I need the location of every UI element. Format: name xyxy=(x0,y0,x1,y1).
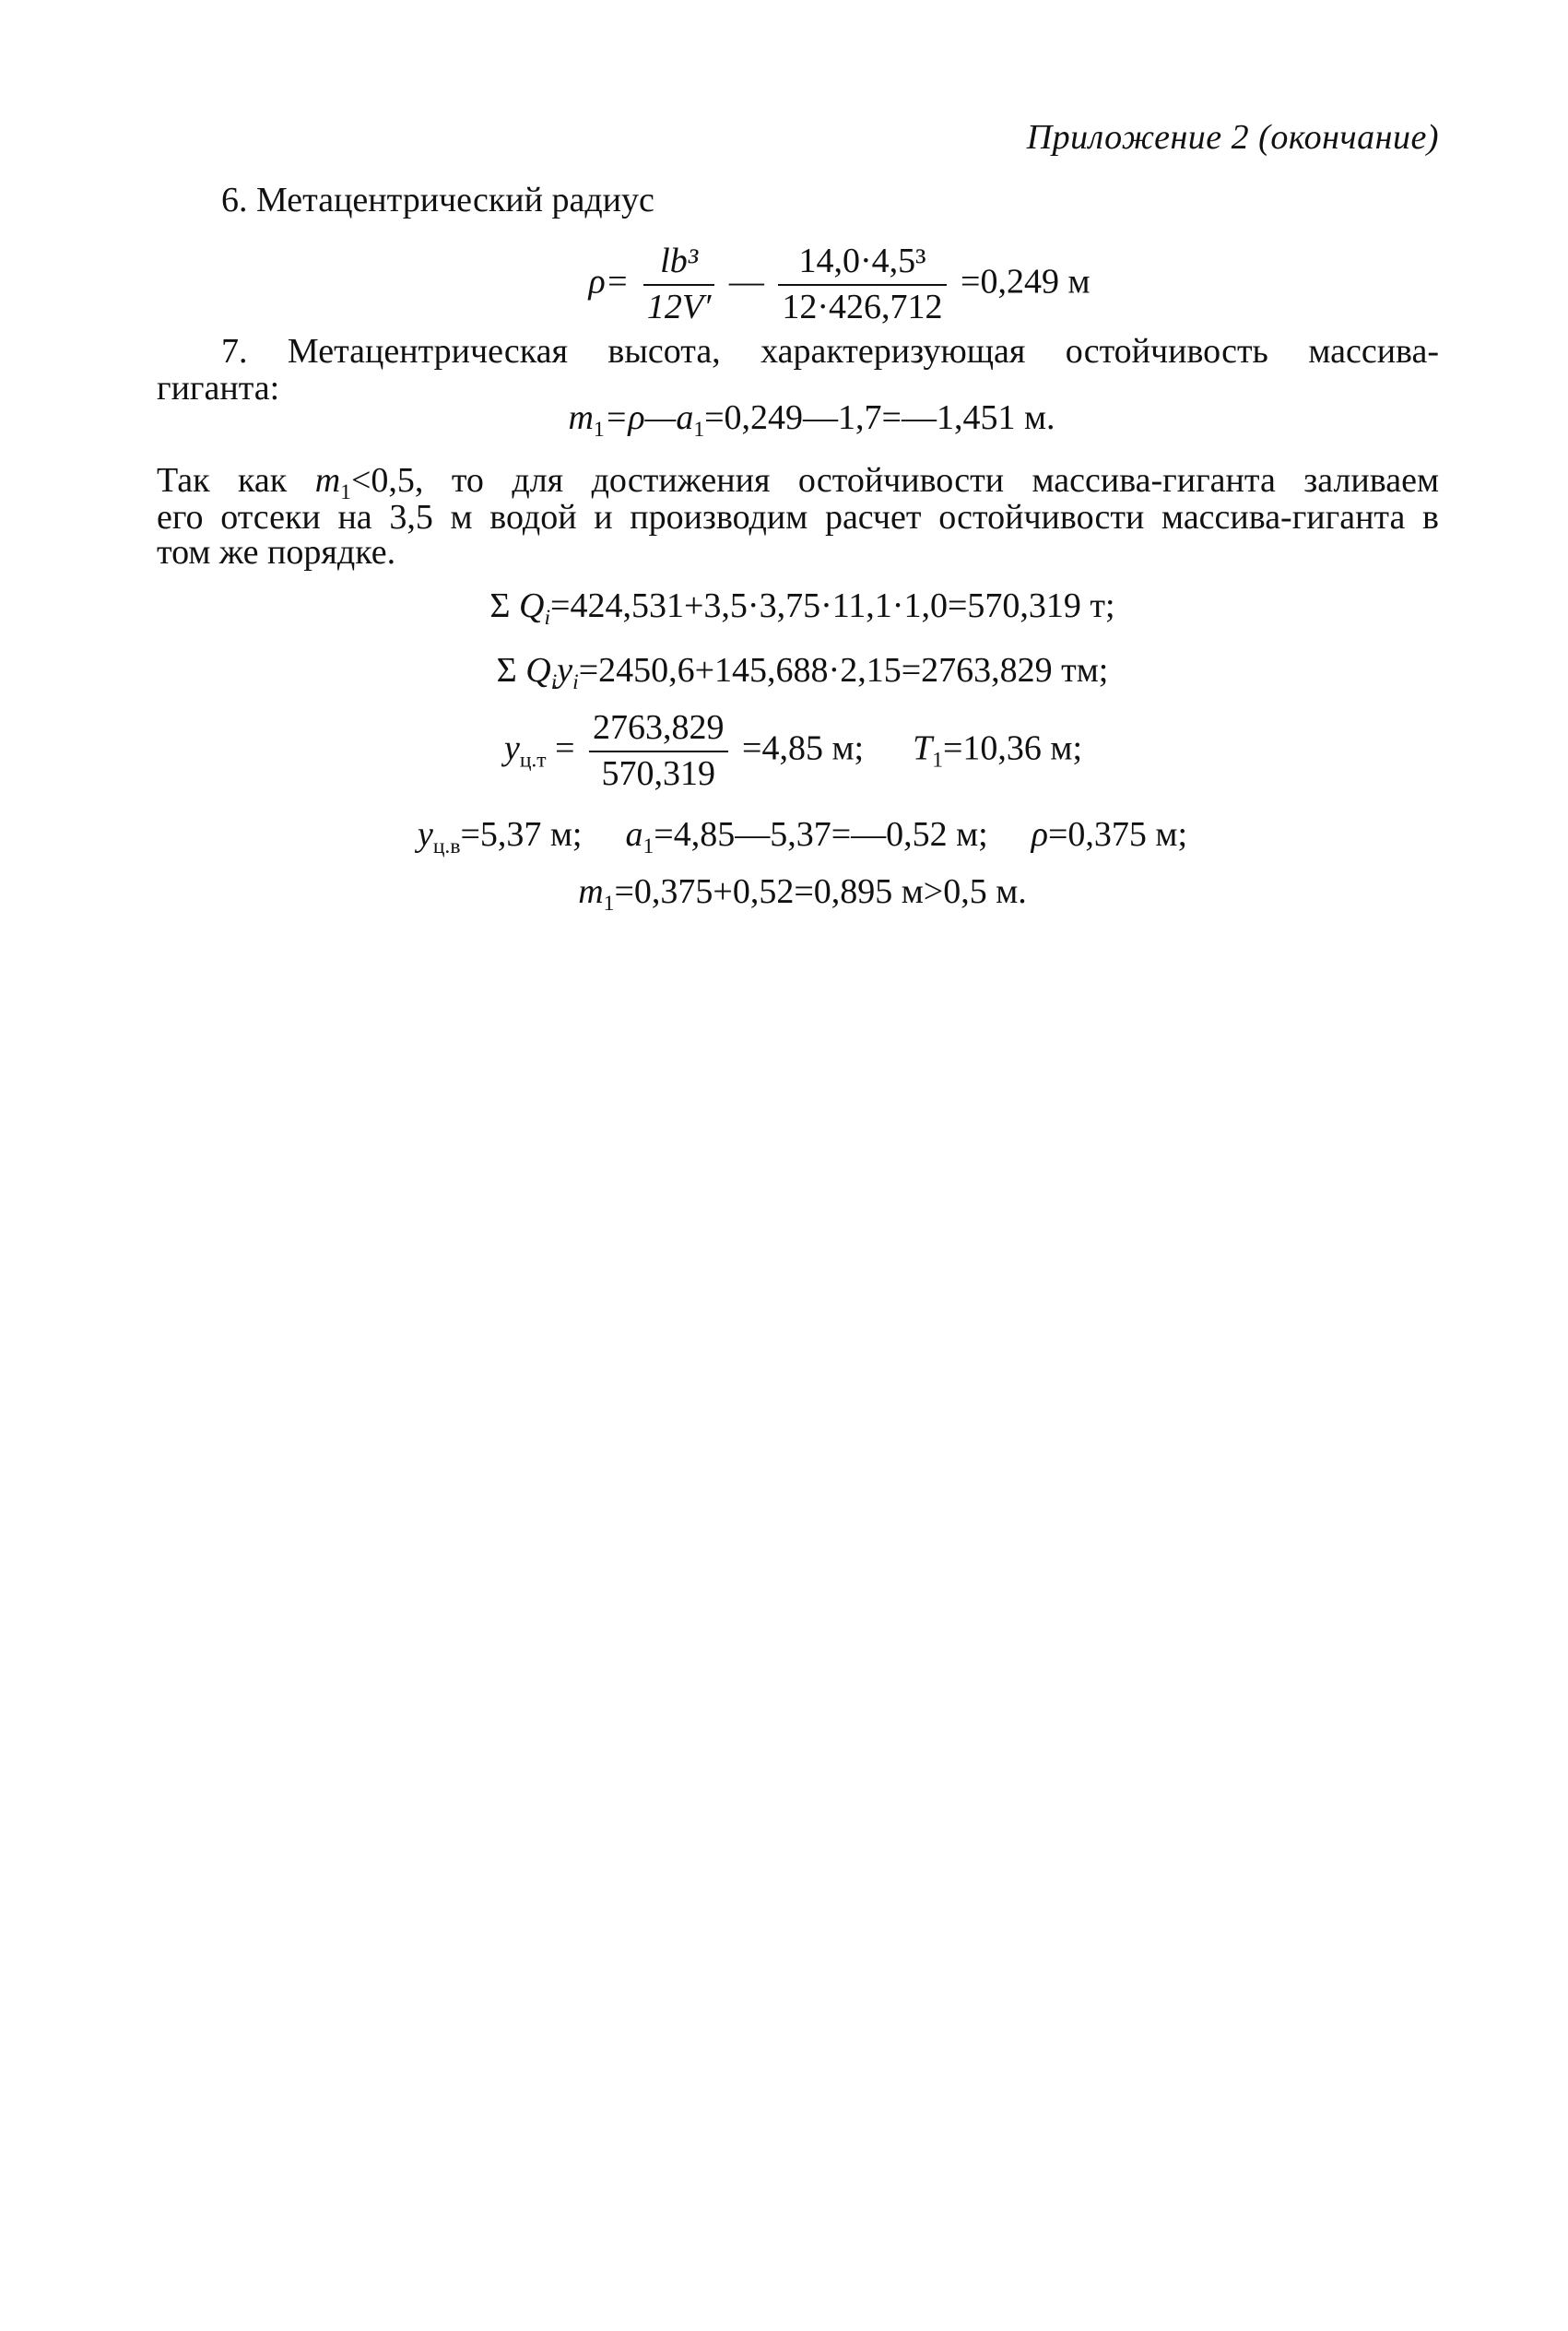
fraction-symbolic xyxy=(643,242,715,327)
paragraph-line-1 xyxy=(157,461,1439,505)
equation-sum-qy xyxy=(0,651,1568,695)
title-word: массива- xyxy=(1308,332,1439,371)
paragraph-line-2: его отсеки на 3,5 м водой и производим расчет остойчивости массива-гиганта в xyxy=(157,498,1439,537)
equation-buoyancy-center xyxy=(0,815,1568,859)
fraction-numerator: 14,0·4,5³ xyxy=(778,242,946,286)
eq-var: T xyxy=(913,728,933,768)
fraction-cog xyxy=(589,708,728,794)
eq-result: =4,85—5,37=—0,52 м; xyxy=(654,815,988,854)
eq-var: Q xyxy=(519,586,545,625)
eq-sub: i xyxy=(544,606,551,631)
formula-sub: 1 xyxy=(593,418,605,443)
formula-sub: 1 xyxy=(693,418,705,443)
eq-sub: ц.т xyxy=(519,748,547,773)
eq-var: a xyxy=(625,815,643,854)
eq-rest: =424,531+3,5·3,75·11,1·1,0=570,319 т; xyxy=(550,586,1115,625)
eq-sub: i xyxy=(550,670,558,695)
title-word: высота, xyxy=(607,332,721,371)
eq-var: y xyxy=(557,651,573,690)
title-word: характеризующая xyxy=(760,332,1026,371)
eq-result: =5,37 м; xyxy=(460,815,583,854)
section-7-title xyxy=(221,332,1439,373)
section-7-title-continued: гиганта: xyxy=(157,369,280,408)
sigma-symbol: Σ xyxy=(489,586,511,625)
title-word: 7. Метацентрическая xyxy=(221,332,568,371)
paragraph-var: m xyxy=(314,461,341,500)
eq-rest: =2450,6+145,688·2,15=2763,829 тм; xyxy=(578,651,1109,690)
eq-sign: = xyxy=(555,728,575,768)
eq-result: =0,375 м; xyxy=(1047,815,1188,854)
formula-lhs: ρ= xyxy=(588,262,630,302)
eq-result: =4,85 м; xyxy=(742,728,865,768)
equation-center-of-gravity xyxy=(0,708,1568,794)
formula-metacentric-radius xyxy=(0,242,1568,327)
eq-sub: 1 xyxy=(643,834,654,859)
eq-var: y xyxy=(503,728,520,768)
equation-final-height xyxy=(0,872,1568,917)
paragraph-text: Так как xyxy=(157,461,315,500)
eq-sub: 1 xyxy=(932,748,943,773)
formula-dash: — xyxy=(728,262,764,302)
fraction-denominator: 12·426,712 xyxy=(782,287,943,326)
paragraph-line-3: том же порядке. xyxy=(157,533,396,572)
eq-var: m xyxy=(578,872,604,911)
eq-result: =10,36 м; xyxy=(943,728,1083,768)
title-word: остойчивость xyxy=(1065,332,1268,371)
fraction-denominator: 12V′ xyxy=(646,287,712,326)
formula-result: =0,249 м xyxy=(961,262,1091,302)
eq-sub: 1 xyxy=(603,892,615,917)
fraction-numerator: 2763,829 xyxy=(589,708,728,752)
eq-sub: i xyxy=(572,670,579,695)
formula-var: m xyxy=(568,398,594,437)
fraction-denominator: 570,319 xyxy=(601,753,716,793)
appendix-heading: Приложение 2 (окончание) xyxy=(1026,118,1439,157)
formula-metacentric-height xyxy=(0,398,1568,443)
eq-sub: ц.в xyxy=(432,834,461,859)
equation-sum-q xyxy=(0,586,1568,631)
eq-var: ρ xyxy=(1031,815,1048,854)
fraction-numerator: lb³ xyxy=(643,242,715,286)
formula-part: =ρ—a xyxy=(604,398,694,437)
paragraph-text: <0,5, то для достижения остойчивости массива-гиганта заливаем xyxy=(350,461,1439,500)
sigma-symbol: Σ xyxy=(496,651,517,690)
paragraph-sub: 1 xyxy=(340,480,351,505)
eq-rest: =0,375+0,52=0,895 м>0,5 м. xyxy=(614,872,1027,911)
eq-var: y xyxy=(417,815,433,854)
formula-result: =0,249—1,7=—1,451 м. xyxy=(704,398,1055,437)
eq-var: Q xyxy=(525,651,551,690)
fraction-numeric xyxy=(778,242,946,327)
section-6-title: 6. Метацентрический радиус xyxy=(221,181,654,219)
